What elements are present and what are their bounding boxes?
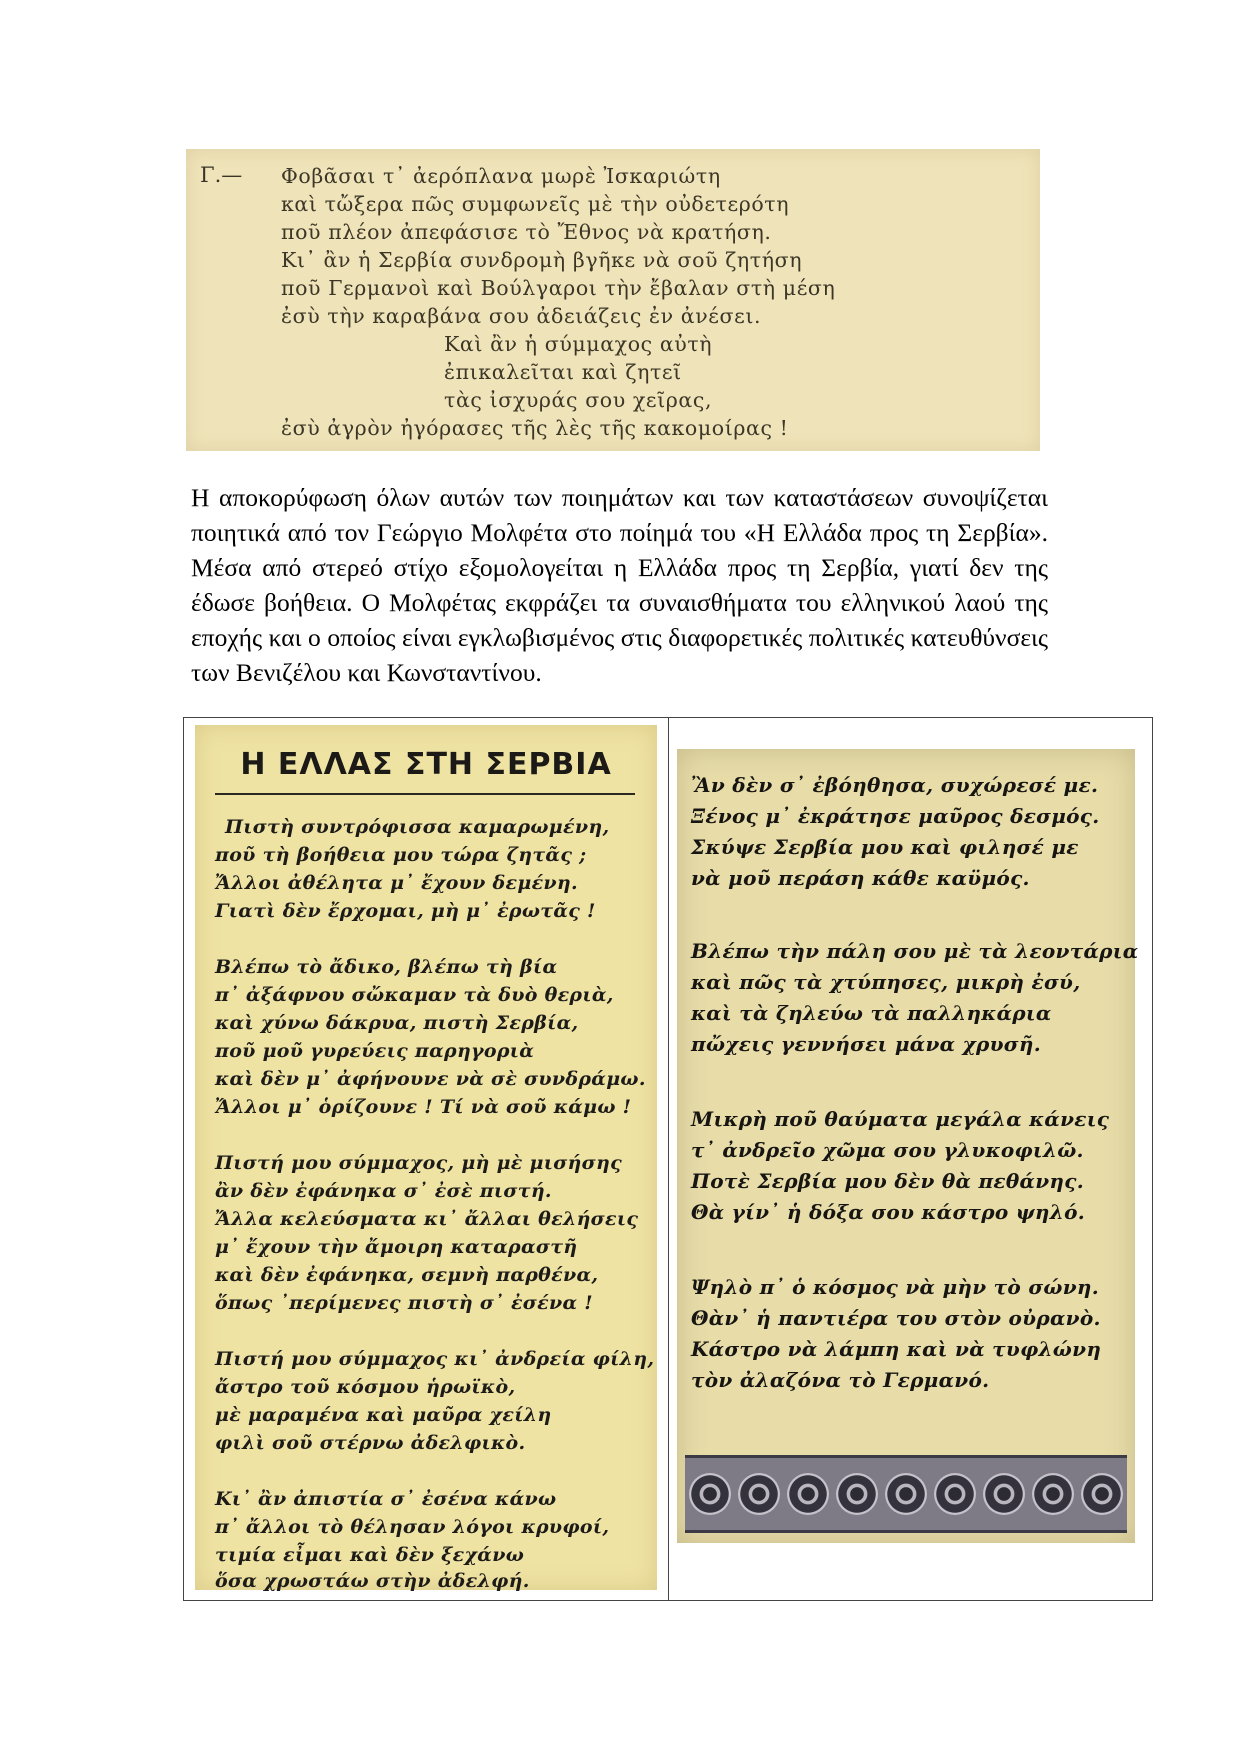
poem-line: μὲ μαραμένα καὶ μαῦρα χείλη — [215, 1404, 552, 1426]
rosette-ornament — [885, 1473, 927, 1515]
clipping-line: ποῦ πλέον ἀπεφάσισε τὸ Ἔθνος νὰ κρατήση. — [281, 220, 772, 244]
poem-line: φιλὶ σοῦ στέρνω ἀδελφικὸ. — [215, 1432, 526, 1454]
body-paragraph: Η αποκορύφωση όλων αυτών των ποιημάτων και των καταστάσεων συνοψίζεται ποιητικά από τον Γεώργιο Μολφέτα στο ποίημά του «Η Ελλάδα προς τη Σερβία». Μέσα από στερεό στίχο εξομολογείται η Ελλάδα προς τη Σερβία, γιατί δεν της έδωσε βοήθεια. Ο Μολφέτας εκφράζει τα συναισθήματα του ελληνικού λαού της εποχής και ο οποίος είναι εγκλωβισμένος στις διαφορετικές πολιτικές κατευθύνσεις των Βενιζέλου και Κωνσταντίνου. — [191, 483, 1048, 687]
poem-line: Ψηλὸ π᾽ ὁ κόσμος νὰ μὴν τὸ σώνη. — [691, 1275, 1100, 1299]
poem-left-scan — [195, 725, 657, 1590]
rosette-ornament — [1032, 1473, 1074, 1515]
poem-line: καὶ δὲν ἐφάνηκα, σεμνὴ παρθένα, — [215, 1264, 599, 1286]
poem-line: Μικρὴ ποῦ θαύματα μεγάλα κάνεις — [691, 1107, 1110, 1131]
poem-line: Ποτὲ Σερβία μου δὲν θὰ πεθάνης. — [691, 1169, 1084, 1193]
poem-line: πὤχεις γεννήσει μάνα χρυσῆ. — [691, 1032, 1041, 1056]
clipping-line: ἐπικαλεῖται καὶ ζητεῖ — [444, 360, 682, 384]
clipping-line: Καὶ ἂν ἡ σύμμαχος αὐτὴ — [444, 332, 713, 356]
poem-line: π᾽ ἄλλοι τὸ θέλησαν λόγοι κρυφοί, — [215, 1516, 610, 1538]
poem-line: π᾽ ἀξάφνου σὤκαμαν τὰ δυὸ θεριὰ, — [215, 984, 614, 1006]
clipping-line: ποῦ Γερμανοὶ καὶ Βούλγαροι τὴν ἔβαλαν στὴ μέση — [281, 276, 836, 300]
clipping-label: Γ.— — [200, 163, 243, 187]
title-rule — [215, 793, 635, 795]
poem-line: τιμία εἶμαι καὶ δὲν ξεχάνω — [215, 1544, 525, 1566]
poem-line: Πιστὴ συντρόφισσα καμαρωμένη, — [225, 816, 610, 838]
poem-line: ὅπως ᾽περίμενες πιστὴ σ᾽ ἐσένα ! — [215, 1292, 593, 1314]
poem-line: Κάστρο νὰ λάμπη καὶ νὰ τυφλώνη — [691, 1337, 1102, 1361]
rosette-ornament — [689, 1473, 731, 1515]
poem-line: καὶ τὰ ζηλεύω τὰ παλληκάρια — [691, 1001, 1052, 1025]
poem-line: Βλέπω τὸ ἄδικο, βλέπω τὴ βία — [215, 956, 558, 978]
poem-line: ἂν δὲν ἐφάνηκα σ᾽ ἐσὲ πιστή. — [215, 1180, 552, 1202]
poem-right-scan — [677, 749, 1139, 1543]
poem-line: ποῦ μοῦ γυρεύεις παρηγοριὰ — [215, 1040, 535, 1062]
poem-line: καὶ χύνω δάκρυα, πιστὴ Σερβία, — [215, 1012, 579, 1034]
rosette-ornament — [983, 1473, 1025, 1515]
poem-line: νὰ μοῦ περάση κάθε καϋμός. — [691, 866, 1030, 890]
poem-line: Ἄλλοι ἀθέλητα μ᾽ ἔχουν δεμένη. — [215, 872, 578, 894]
poem-line: μ᾽ ἔχουν τὴν ἄμοιρη καταραστῆ — [215, 1236, 578, 1258]
ornamental-border — [685, 1455, 1127, 1533]
poem-line: καὶ πῶς τὰ χτύπησες, μικρὴ ἐσύ, — [691, 970, 1081, 994]
clipping-top-image — [186, 149, 1040, 451]
poem-line: Βλέπω τὴν πάλη σου μὲ τὰ λεοντάρια — [691, 939, 1139, 963]
poem-line: τ᾽ ἀνδρεῖο χῶμα σου γλυκοφιλῶ. — [691, 1138, 1084, 1162]
poem-line: Σκύψε Σερβία μου καὶ φιλησέ με — [691, 835, 1079, 859]
clipping-line: καὶ τὤξερα πῶς συμφωνεῖς μὲ τὴν οὐδετερότη — [281, 192, 790, 216]
poem-line: τὸν ἀλαζόνα τὸ Γερμανό. — [691, 1368, 990, 1392]
rosette-ornament — [934, 1473, 976, 1515]
clipping-line: ἐσὺ τὴν καραβάνα σου ἀδειάζεις ἐν ἀνέσει. — [281, 304, 762, 328]
poem-line: Θὰ γίν᾽ ἡ δόξα σου κάστρο ψηλό. — [691, 1200, 1085, 1224]
clipping-line: τὰς ἰσχυράς σου χεῖρας, — [444, 388, 713, 412]
poem-line: Ἄλλα κελεύσματα κι᾽ ἄλλαι θελήσεις — [215, 1208, 639, 1230]
poem-line: Πιστή μου σύμμαχος κι᾽ ἀνδρεία φίλη, — [215, 1348, 655, 1370]
clipping-line: Κι᾽ ἂν ἡ Σερβία συνδρομὴ βγῆκε νὰ σοῦ ζητήση — [281, 248, 803, 272]
clipping-line: ἐσὺ ἀγρὸν ἠγόρασες τῆς λὲς τῆς κακομοίρας ! — [281, 416, 789, 440]
poem-line: Πιστή μου σύμμαχος, μὴ μὲ μισήσης — [215, 1152, 622, 1174]
poem-line: Ξένος μ᾽ ἐκράτησε μαῦρος δεσμός. — [691, 804, 1100, 828]
poem-line: Γιατὶ δὲν ἔρχομαι, μὴ μ᾽ ἐρωτᾶς ! — [215, 900, 596, 922]
poem-table — [183, 717, 1153, 1601]
poem-line: Θὰν᾽ ἡ παντιέρα του στὸν οὐρανὸ. — [691, 1306, 1101, 1330]
poem-line: Ἄλλοι μ᾽ ὁρίζουνε ! Τί νὰ σοῦ κάμω ! — [215, 1096, 632, 1118]
rosette-ornament — [738, 1473, 780, 1515]
rosette-ornament — [1081, 1473, 1123, 1515]
poem-line: Κι᾽ ἂν ἀπιστία σ᾽ ἐσένα κάνω — [215, 1488, 557, 1510]
rosette-ornament — [836, 1473, 878, 1515]
poem-line: ὅσα χρωστάω στὴν ἀδελφή. — [215, 1570, 530, 1592]
poem-line: ποῦ τὴ βοήθεια μου τώρα ζητᾶς ; — [215, 844, 587, 866]
clipping-line: Φοβᾶσαι τ᾽ ἀερόπλανα μωρὲ Ἰσκαριώτη — [281, 164, 721, 188]
poem-title: Η ΕΛΛΑΣ ΣΤΗ ΣΕΡΒΙΑ — [240, 747, 612, 782]
poem-line: Ἂν δὲν σ᾽ ἐβόηθησα, συχώρεσέ με. — [691, 773, 1099, 797]
poem-line: ἄστρο τοῦ κόσμου ἡρωϊκὸ, — [215, 1376, 516, 1398]
column-divider — [668, 718, 669, 1600]
poem-line: καὶ δὲν μ᾽ ἀφήνουνε νὰ σὲ συνδράμω. — [215, 1068, 646, 1090]
rosette-ornament — [787, 1473, 829, 1515]
